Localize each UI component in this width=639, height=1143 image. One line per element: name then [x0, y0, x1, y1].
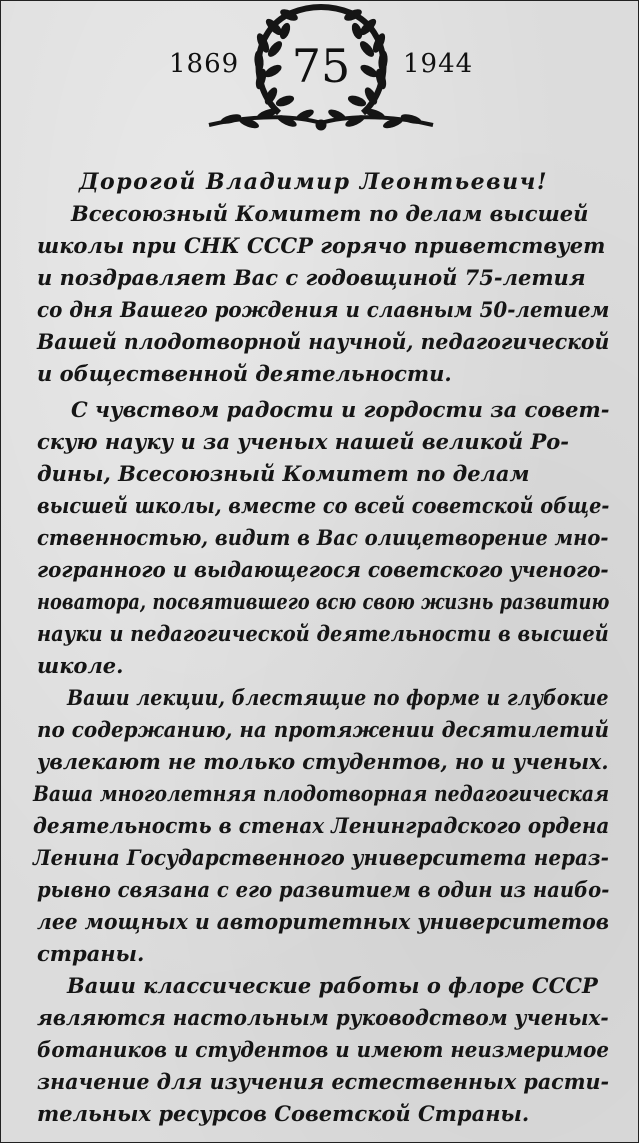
- letter-line: Ленина Государственного университета нераз-: [33, 845, 609, 870]
- letter-line: Ваша многолетняя плодотворная педагогическая: [33, 781, 610, 806]
- letter-line: являются настольным руководством ученых-: [37, 1005, 609, 1030]
- letter-line: Вашей плодотворной научной, педагогической: [37, 329, 610, 354]
- letter-line: Всесоюзный Комитет по делам высшей: [71, 201, 589, 226]
- letter-line: Ваши лекции, блестящие по форме и глубокие: [67, 685, 609, 710]
- letter-line: значение для изучения естественных расти-: [37, 1069, 610, 1094]
- letter-line: гогранного и выдающегося советского ученого-: [37, 557, 609, 582]
- anniversary-number: 75: [291, 39, 351, 93]
- letter-line: ботаников и студентов и имеют неизмеримое: [37, 1037, 610, 1062]
- letter-line: деятельность в стенах Ленинградского ордена: [33, 813, 610, 838]
- letter-body: [1, 1, 639, 1143]
- letter-line: и общественной деятельности.: [37, 361, 452, 386]
- letter-line: скую науку и за ученых нашей великой Ро-: [37, 429, 569, 454]
- letter-line: лее мощных и авторитетных университетов: [37, 909, 610, 934]
- letter-line: по содержанию, на протяжении десятилетий: [37, 717, 610, 742]
- letter-line: дины, Всесоюзный Комитет по делам: [37, 461, 530, 486]
- letter-line: со дня Вашего рождения и славным 50-летием: [37, 297, 610, 322]
- letter-line: увлекают не только студентов, но и ученых.: [37, 749, 609, 774]
- letter-line: С чувством радости и гордости за совет-: [71, 397, 610, 422]
- letter-line: Ваши классические работы о флоре СССР: [67, 973, 598, 998]
- letter-line: школы при СНК СССР горячо приветствует: [37, 233, 606, 258]
- start-year: 1869: [169, 49, 240, 79]
- letter-line: страны.: [37, 941, 145, 966]
- letter-line: и поздравляет Вас с годовщиной 75-летия: [37, 265, 586, 290]
- letter-line: высшей школы, вместе со всей советской обще-: [37, 493, 610, 518]
- letter-line: школе.: [37, 653, 124, 678]
- letter-line: новатора, посвятившего всю свою жизнь развитию: [37, 589, 610, 614]
- letter-line: тельных ресурсов Советской Страны.: [37, 1101, 530, 1126]
- letter-greeting: Дорогой Владимир Леонтьевич!: [79, 169, 548, 195]
- letter-line: ственностью, видит в Вас олицетворение мно-: [37, 525, 609, 550]
- letter-line: рывно связана с его развитием в один из наибо-: [37, 877, 610, 902]
- letter-line: науки и педагогической деятельности в высшей: [37, 621, 609, 646]
- end-year: 1944: [403, 49, 474, 79]
